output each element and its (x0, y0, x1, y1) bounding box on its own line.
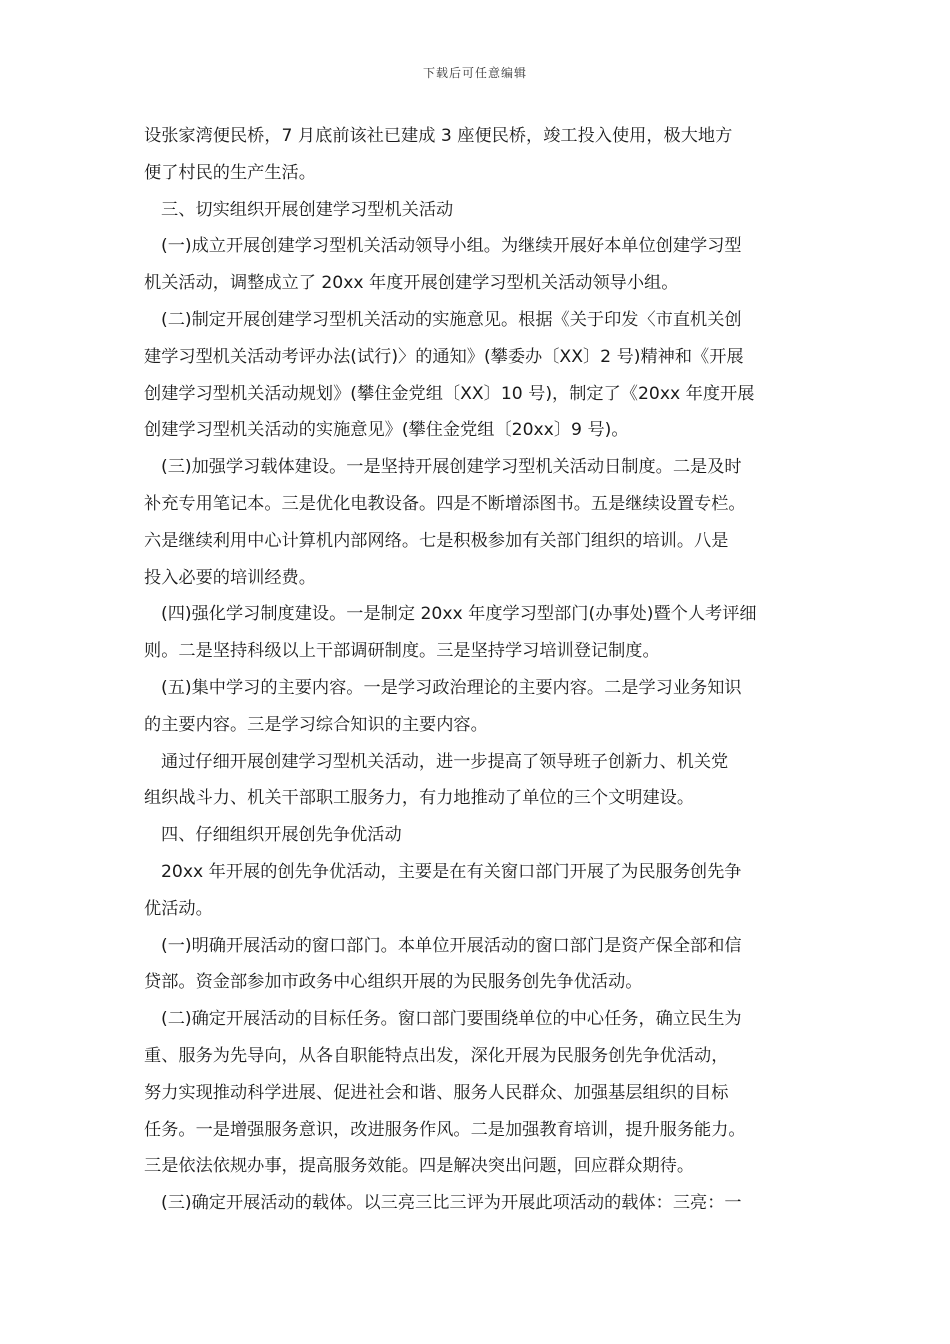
text-line: (一)明确开展活动的窗口部门。本单位开展活动的窗口部门是资产保全部和信 (161, 935, 742, 956)
text-line: 设张家湾便民桥，7 月底前该社已建成 3 座便民桥，竣工投入使用，极大地方 (144, 126, 733, 146)
text-line: (五)集中学习的主要内容。一是学习政治理论的主要内容。二是学习业务知识 (161, 677, 742, 698)
page-header: 下载后可任意编辑 (422, 66, 527, 80)
text-line: (二)确定开展活动的目标任务。窗口部门要围绕单位的中心任务，确立民生为 (161, 1009, 742, 1030)
document-body (144, 118, 820, 1222)
text-line: 努力实现推动科学进展、促进社会和谐、服务人民群众、加强基层组织的目标 (144, 1082, 729, 1103)
text-line: 创建学习型机关活动规划》(攀住金党组〔XX〕10 号)，制定了《20xx 年度开展 (144, 383, 755, 404)
text-line: 机关活动，调整成立了 20xx 年度开展创建学习型机关活动领导小组。 (144, 273, 679, 294)
text-line: 20xx 年开展的创先争优活动，主要是在有关窗口部门开展了为民服务创先争 (161, 861, 742, 882)
text-line: 的主要内容。三是学习综合知识的主要内容。 (144, 714, 488, 735)
text-line: 则。二是坚持科级以上干部调研制度。三是坚持学习培训登记制度。 (144, 641, 660, 662)
text-line: 优活动。 (144, 898, 213, 919)
text-line: (四)强化学习制度建设。一是制定 20xx 年度学习型部门(办事处)暨个人考评细 (161, 604, 757, 625)
text-line: 六是继续利用中心计算机内部网络。七是积极参加有关部门组织的培训。八是 (144, 530, 729, 551)
text-line: 补充专用笔记本。三是优化电教设备。四是不断增添图书。五是继续设置专栏。 (144, 493, 746, 514)
text-line: 创建学习型机关活动的实施意见》(攀住金党组〔20xx〕9 号)。 (144, 420, 629, 441)
text-line: (三)确定开展活动的载体。以三亮三比三评为开展此项活动的载体：三亮：一 (161, 1193, 742, 1214)
text-line: 任务。一是增强服务意识，改进服务作风。二是加强教育培训，提升服务能力。 (144, 1119, 746, 1140)
text-line: 重、服务为先导向，从各自职能特点出发，深化开展为民服务创先争优活动， (144, 1045, 729, 1066)
text-line: 便了村民的生产生活。 (144, 162, 316, 183)
text-line: (二)制定开展创建学习型机关活动的实施意见。根据《关于印发〈市直机关创 (161, 309, 742, 330)
text-line: 贷部。资金部参加市政务中心组织开展的为民服务创先争优活动。 (144, 972, 643, 993)
text-line: 建学习型机关活动考评办法(试行)〉的通知》(攀委办〔XX〕2 号)精神和《开展 (144, 346, 744, 367)
text-line: 投入必要的培训经费。 (144, 567, 316, 588)
text-line: 四、仔细组织开展创先争优活动 (161, 825, 402, 846)
text-line: 三是依法依规办事，提高服务效能。四是解决突出问题，回应群众期待。 (144, 1156, 695, 1177)
text-line: 三、切实组织开展创建学习型机关活动 (161, 199, 454, 220)
text-line: 组织战斗力、机关干部职工服务力，有力地推动了单位的三个文明建设。 (144, 788, 695, 809)
text-line: 通过仔细开展创建学习型机关活动，进一步提高了领导班子创新力、机关党 (161, 751, 729, 772)
text-line: (三)加强学习载体建设。一是坚持开展创建学习型机关活动日制度。二是及时 (161, 457, 742, 478)
text-line: (一)成立开展创建学习型机关活动领导小组。为继续开展好本单位创建学习型 (161, 236, 742, 257)
